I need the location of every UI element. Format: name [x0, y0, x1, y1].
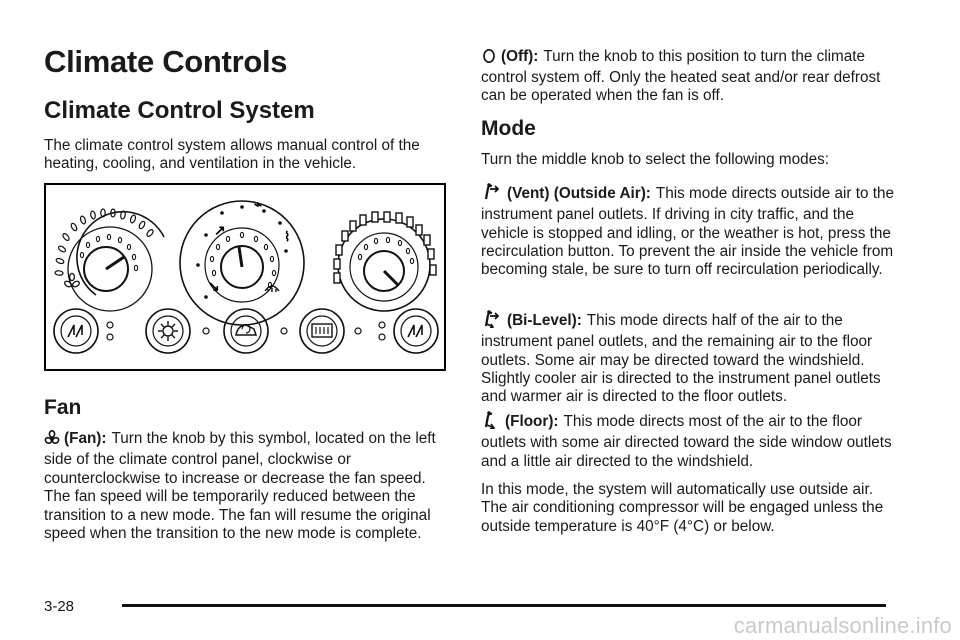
fan-heading: Fan: [44, 396, 82, 419]
temperature-knob-illustration: [334, 212, 436, 311]
svg-text:↘: ↘: [208, 278, 220, 294]
vent-mode-icon: [481, 183, 503, 206]
page-title: Climate Controls: [44, 44, 288, 79]
outside-air-note: In this mode, the system will automatically use outside air. The air conditioning compressor will be engaged unless the outside temperature is 40°F (4°C) or below.: [481, 481, 884, 535]
off-paragraph: [481, 48, 901, 106]
section-title: Climate Control System: [44, 97, 315, 124]
mode-intro: Turn the middle knob to select the following modes:: [481, 151, 830, 168]
vent-term: (Vent) (Outside Air):: [507, 185, 651, 202]
floor-text: This mode directs most of the air to the floor outlets with some air directed toward the side window outlets and a little air directed to the windshield.: [481, 413, 892, 470]
off-text: Turn the knob to this position to turn the climate control system off. Only the heated seat and/or rear defrost can be operated when the fan is off.: [481, 48, 881, 105]
mode-knob-illustration: [180, 197, 304, 325]
fan-icon: [44, 430, 60, 451]
bilevel-paragraph: [481, 310, 901, 406]
page-number: 3-28: [44, 598, 75, 615]
fan-term: (Fan):: [64, 430, 107, 447]
svg-text:↗: ↗: [214, 222, 226, 238]
svg-text:⌇: ⌇: [284, 229, 291, 244]
off-term: (Off):: [501, 48, 539, 65]
climate-control-panel-illustration: [44, 183, 446, 371]
floor-mode-icon: [481, 411, 501, 434]
bi-level-mode-icon: [481, 310, 503, 333]
vent-text: This mode directs outside air to the instrument panel outlets. If driving in city traffic, and the vehicle is stopped and idling, or the weather is hot, press the recirculation button. To prevent the air inside the vehicle from becoming stale, be sure to turn off recirculation periodically.: [481, 185, 894, 279]
intro-paragraph: The climate control system allows manual control of the heating, cooling, and ventilation in the vehicle.: [44, 137, 420, 173]
floor-paragraph: [481, 411, 901, 471]
floor-term: (Floor):: [505, 413, 559, 430]
mode-heading: Mode: [481, 117, 536, 140]
fan-text: Turn the knob by this symbol, located on the left side of the climate control panel, clockwise or counterclockwise to increase or decrease the fan speed. The fan speed will be temporarily reduced between the transition to a new mode. The fan will resume the original speed when the transition to the new mode is complete.: [44, 430, 436, 543]
fan-paragraph: [44, 430, 446, 543]
vent-paragraph: [481, 183, 901, 279]
svg-text:⌁: ⌁: [254, 197, 262, 212]
off-icon: [481, 48, 497, 69]
bilevel-text: This mode directs half of the air to the instrument panel outlets, and the remaining air to the floor outlets. Some air may be directed toward the windshield. Slightly cooler air is directed to the instrument panel outlets and warmer air is directed to the floor outlets.: [481, 312, 881, 406]
fan-knob-illustration: [55, 209, 164, 311]
panel-buttons-illustration: [54, 309, 438, 353]
watermark: carmanualsonline.info: [733, 613, 952, 638]
bilevel-term: (Bi-Level):: [507, 312, 582, 329]
footer-rule: [122, 604, 886, 607]
